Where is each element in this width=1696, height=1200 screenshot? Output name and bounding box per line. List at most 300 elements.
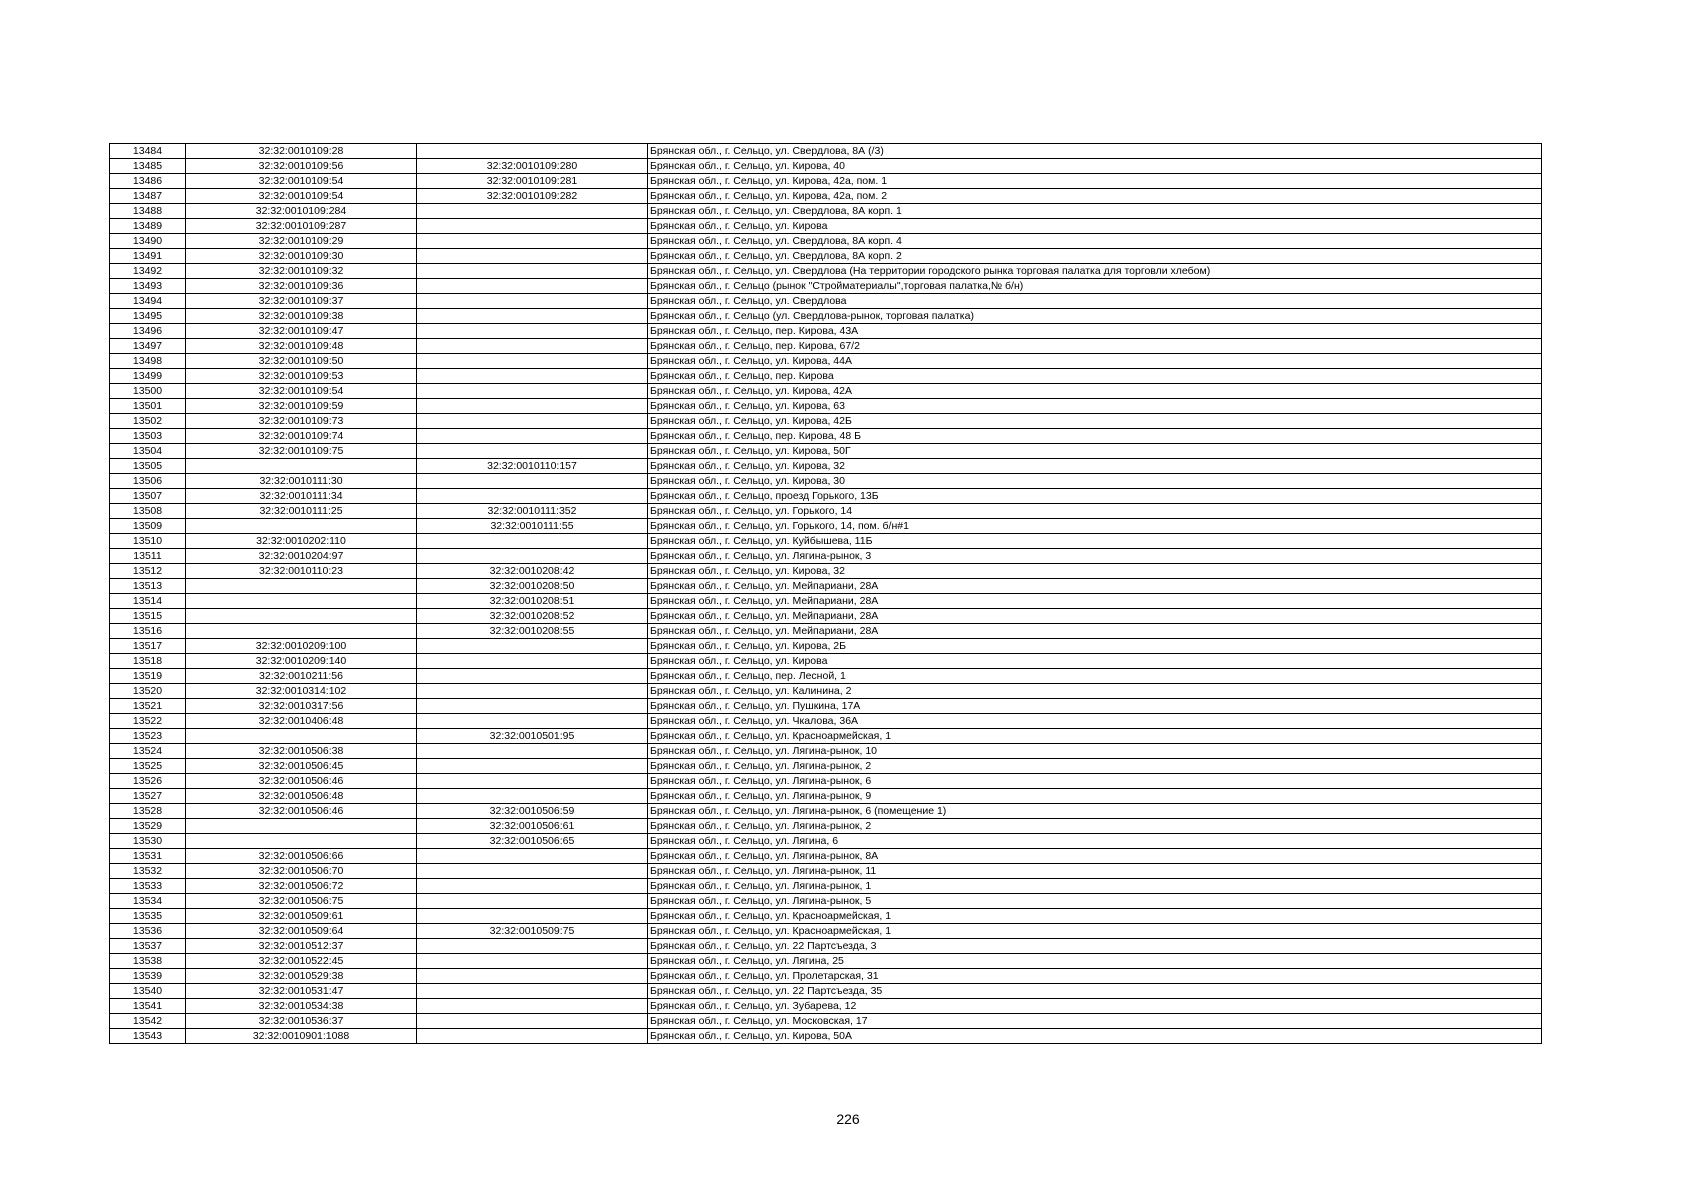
address-cell: Брянская обл., г. Сельцо, пер. Кирова, 43А: [648, 324, 1542, 339]
building-cadastral-number-cell: [417, 684, 648, 699]
address-cell: Брянская обл., г. Сельцо, ул. Лягина, 6: [648, 834, 1542, 849]
building-cadastral-number-cell: [417, 264, 648, 279]
row-number-cell: 13491: [110, 249, 186, 264]
table-row: [110, 894, 1542, 909]
address-cell: Брянская обл., г. Сельцо, ул. Лягина-рынок, 3: [648, 549, 1542, 564]
table-row: [110, 969, 1542, 984]
cadastral-number-cell: 32:32:0010506:46: [186, 804, 417, 819]
address-cell: Брянская обл., г. Сельцо, ул. Свердлова, 8А корп. 4: [648, 234, 1542, 249]
row-number-cell: 13533: [110, 879, 186, 894]
row-number-cell: 13511: [110, 549, 186, 564]
cadastral-number-cell: 32:32:0010109:48: [186, 339, 417, 354]
cadastral-number-cell: [186, 519, 417, 534]
address-cell: Брянская обл., г. Сельцо, ул. Кирова, 42Б: [648, 414, 1542, 429]
address-cell: Брянская обл., г. Сельцо, ул. Лягина-рынок, 6 (помещение 1): [648, 804, 1542, 819]
table-row: [110, 294, 1542, 309]
cadastral-number-cell: 32:32:0010109:53: [186, 369, 417, 384]
address-cell: Брянская обл., г. Сельцо, ул. Красноармейская, 1: [648, 909, 1542, 924]
cadastral-number-cell: [186, 594, 417, 609]
building-cadastral-number-cell: [417, 489, 648, 504]
cadastral-number-cell: 32:32:0010109:30: [186, 249, 417, 264]
row-number-cell: 13496: [110, 324, 186, 339]
page-number: 226: [836, 1111, 860, 1127]
address-cell: Брянская обл., г. Сельцо, ул. Пушкина, 17А: [648, 699, 1542, 714]
cadastral-number-cell: 32:32:0010506:45: [186, 759, 417, 774]
row-number-cell: 13538: [110, 954, 186, 969]
cadastral-number-cell: 32:32:0010506:46: [186, 774, 417, 789]
cadastral-number-cell: [186, 579, 417, 594]
table-row: [110, 669, 1542, 684]
row-number-cell: 13499: [110, 369, 186, 384]
cadastral-number-cell: 32:32:0010209:100: [186, 639, 417, 654]
cadastral-number-cell: 32:32:0010534:38: [186, 999, 417, 1014]
cadastral-number-cell: 32:32:0010109:38: [186, 309, 417, 324]
table-row: [110, 699, 1542, 714]
building-cadastral-number-cell: [417, 969, 648, 984]
address-cell: Брянская обл., г. Сельцо, ул. Лягина-рынок, 2: [648, 819, 1542, 834]
row-number-cell: 13502: [110, 414, 186, 429]
address-cell: Брянская обл., г. Сельцо, ул. Красноармейская, 1: [648, 729, 1542, 744]
cadastral-number-cell: 32:32:0010506:66: [186, 849, 417, 864]
row-number-cell: 13519: [110, 669, 186, 684]
cadastral-number-cell: 32:32:0010109:59: [186, 399, 417, 414]
table-row: [110, 774, 1542, 789]
table-row: [110, 624, 1542, 639]
cadastral-number-cell: 32:32:0010109:28: [186, 144, 417, 159]
building-cadastral-number-cell: [417, 654, 648, 669]
address-cell: Брянская обл., г. Сельцо, ул. Мейпариани, 28А: [648, 609, 1542, 624]
cadastral-number-cell: 32:32:0010509:64: [186, 924, 417, 939]
row-number-cell: 13494: [110, 294, 186, 309]
cadastral-number-cell: 32:32:0010109:74: [186, 429, 417, 444]
table-row: [110, 234, 1542, 249]
building-cadastral-number-cell: [417, 144, 648, 159]
table-row: [110, 384, 1542, 399]
building-cadastral-number-cell: [417, 864, 648, 879]
address-cell: Брянская обл., г. Сельцо, ул. Свердлова, 8А корп. 1: [648, 204, 1542, 219]
table-row: [110, 399, 1542, 414]
cadastral-number-cell: 32:32:0010506:70: [186, 864, 417, 879]
row-number-cell: 13486: [110, 174, 186, 189]
address-cell: Брянская обл., г. Сельцо, ул. Лягина-рынок, 10: [648, 744, 1542, 759]
cadastral-number-cell: 32:32:0010111:30: [186, 474, 417, 489]
table-row: [110, 339, 1542, 354]
table-row: [110, 729, 1542, 744]
address-cell: Брянская обл., г. Сельцо, ул. Лягина-рынок, 6: [648, 774, 1542, 789]
building-cadastral-number-cell: 32:32:0010208:51: [417, 594, 648, 609]
address-cell: Брянская обл., г. Сельцо, ул. Кирова, 32: [648, 564, 1542, 579]
table-row: [110, 279, 1542, 294]
table-row: [110, 864, 1542, 879]
address-cell: Брянская обл., г. Сельцо, ул. Зубарева, 12: [648, 999, 1542, 1014]
address-cell: Брянская обл., г. Сельцо, ул. Куйбышева, 11Б: [648, 534, 1542, 549]
building-cadastral-number-cell: 32:32:0010506:59: [417, 804, 648, 819]
address-cell: Брянская обл., г. Сельцо, ул. Лягина-рынок, 5: [648, 894, 1542, 909]
row-number-cell: 13516: [110, 624, 186, 639]
table-row: [110, 489, 1542, 504]
cadastral-number-cell: [186, 834, 417, 849]
table-row: [110, 639, 1542, 654]
table-row: [110, 594, 1542, 609]
table-row: [110, 804, 1542, 819]
table-row: [110, 834, 1542, 849]
address-cell: Брянская обл., г. Сельцо, пер. Лесной, 1: [648, 669, 1542, 684]
row-number-cell: 13517: [110, 639, 186, 654]
row-number-cell: 13495: [110, 309, 186, 324]
row-number-cell: 13528: [110, 804, 186, 819]
row-number-cell: 13521: [110, 699, 186, 714]
address-cell: Брянская обл., г. Сельцо, ул. Свердлова, 8А корп. 2: [648, 249, 1542, 264]
table-row: [110, 219, 1542, 234]
row-number-cell: 13526: [110, 774, 186, 789]
row-number-cell: 13531: [110, 849, 186, 864]
cadastral-number-cell: 32:32:0010209:140: [186, 654, 417, 669]
address-cell: Брянская обл., г. Сельцо, ул. Кирова, 50Г: [648, 444, 1542, 459]
cadastral-number-cell: 32:32:0010506:38: [186, 744, 417, 759]
table-row: [110, 564, 1542, 579]
table-row: [110, 984, 1542, 999]
address-cell: Брянская обл., г. Сельцо, ул. 22 Партсъезда, 35: [648, 984, 1542, 999]
cadastral-number-cell: 32:32:0010109:50: [186, 354, 417, 369]
row-number-cell: 13501: [110, 399, 186, 414]
building-cadastral-number-cell: [417, 324, 648, 339]
table-row: [110, 474, 1542, 489]
address-cell: Брянская обл., г. Сельцо, ул. Свердлова, 8А (/3): [648, 144, 1542, 159]
building-cadastral-number-cell: 32:32:0010506:65: [417, 834, 648, 849]
address-cell: Брянская обл., г. Сельцо, ул. Московская, 17: [648, 1014, 1542, 1029]
cadastral-number-cell: 32:32:0010204:97: [186, 549, 417, 564]
table-row: [110, 444, 1542, 459]
table-row: [110, 714, 1542, 729]
address-cell: Брянская обл., г. Сельцо, ул. Кирова, 42а, пом. 2: [648, 189, 1542, 204]
address-cell: Брянская обл., г. Сельцо, проезд Горького, 13Б: [648, 489, 1542, 504]
table-row: [110, 264, 1542, 279]
cadastral-number-cell: 32:32:0010314:102: [186, 684, 417, 699]
building-cadastral-number-cell: [417, 774, 648, 789]
building-cadastral-number-cell: [417, 219, 648, 234]
row-number-cell: 13508: [110, 504, 186, 519]
row-number-cell: 13507: [110, 489, 186, 504]
cadastral-number-cell: [186, 624, 417, 639]
cadastral-number-cell: 32:32:0010111:25: [186, 504, 417, 519]
building-cadastral-number-cell: [417, 444, 648, 459]
table-row: [110, 309, 1542, 324]
row-number-cell: 13543: [110, 1029, 186, 1044]
cadastral-number-cell: 32:32:0010901:1088: [186, 1029, 417, 1044]
building-cadastral-number-cell: [417, 954, 648, 969]
row-number-cell: 13485: [110, 159, 186, 174]
cadastral-number-cell: 32:32:0010109:54: [186, 189, 417, 204]
address-cell: Брянская обл., г. Сельцо, ул. Лягина-рынок, 2: [648, 759, 1542, 774]
building-cadastral-number-cell: [417, 249, 648, 264]
table-row: [110, 519, 1542, 534]
building-cadastral-number-cell: [417, 699, 648, 714]
row-number-cell: 13497: [110, 339, 186, 354]
address-cell: Брянская обл., г. Сельцо, ул. Кирова, 42А: [648, 384, 1542, 399]
table-row: [110, 924, 1542, 939]
cadastral-number-cell: 32:32:0010109:37: [186, 294, 417, 309]
cadastral-number-cell: 32:32:0010109:75: [186, 444, 417, 459]
table-row: [110, 429, 1542, 444]
building-cadastral-number-cell: [417, 639, 648, 654]
row-number-cell: 13535: [110, 909, 186, 924]
building-cadastral-number-cell: [417, 534, 648, 549]
row-number-cell: 13492: [110, 264, 186, 279]
address-cell: Брянская обл., г. Сельцо, ул. Кирова, 63: [648, 399, 1542, 414]
cadastral-number-cell: 32:32:0010317:56: [186, 699, 417, 714]
row-number-cell: 13525: [110, 759, 186, 774]
address-cell: Брянская обл., г. Сельцо, ул. Свердлова: [648, 294, 1542, 309]
table-row: [110, 1014, 1542, 1029]
building-cadastral-number-cell: [417, 369, 648, 384]
cadastral-number-cell: 32:32:0010109:32: [186, 264, 417, 279]
building-cadastral-number-cell: 32:32:0010501:95: [417, 729, 648, 744]
table-row: [110, 504, 1542, 519]
row-number-cell: 13487: [110, 189, 186, 204]
row-number-cell: 13514: [110, 594, 186, 609]
table-row: [110, 999, 1542, 1014]
building-cadastral-number-cell: [417, 744, 648, 759]
cadastral-number-cell: 32:32:0010109:29: [186, 234, 417, 249]
table-row: [110, 354, 1542, 369]
cadastral-number-cell: 32:32:0010406:48: [186, 714, 417, 729]
building-cadastral-number-cell: [417, 429, 648, 444]
table-row: [110, 849, 1542, 864]
building-cadastral-number-cell: 32:32:0010208:50: [417, 579, 648, 594]
table-body: [110, 144, 1542, 1044]
row-number-cell: 13505: [110, 459, 186, 474]
cadastral-number-cell: [186, 459, 417, 474]
row-number-cell: 13520: [110, 684, 186, 699]
table-row: [110, 189, 1542, 204]
cadastral-number-cell: 32:32:0010109:36: [186, 279, 417, 294]
table-row: [110, 879, 1542, 894]
address-cell: Брянская обл., г. Сельцо, ул. Кирова, 50А: [648, 1029, 1542, 1044]
cadastral-number-cell: [186, 819, 417, 834]
row-number-cell: 13522: [110, 714, 186, 729]
building-cadastral-number-cell: 32:32:0010208:42: [417, 564, 648, 579]
row-number-cell: 13537: [110, 939, 186, 954]
building-cadastral-number-cell: [417, 879, 648, 894]
address-cell: Брянская обл., г. Сельцо, ул. Кирова, 44А: [648, 354, 1542, 369]
table-row: [110, 324, 1542, 339]
cadastral-number-cell: 32:32:0010211:56: [186, 669, 417, 684]
cadastral-number-cell: 32:32:0010111:34: [186, 489, 417, 504]
row-number-cell: 13484: [110, 144, 186, 159]
row-number-cell: 13523: [110, 729, 186, 744]
building-cadastral-number-cell: [417, 849, 648, 864]
building-cadastral-number-cell: 32:32:0010111:55: [417, 519, 648, 534]
table-row: [110, 789, 1542, 804]
address-cell: Брянская обл., г. Сельцо, ул. Горького, 14: [648, 504, 1542, 519]
cadastral-number-cell: 32:32:0010512:37: [186, 939, 417, 954]
building-cadastral-number-cell: 32:32:0010208:55: [417, 624, 648, 639]
row-number-cell: 13512: [110, 564, 186, 579]
building-cadastral-number-cell: [417, 414, 648, 429]
building-cadastral-number-cell: 32:32:0010509:75: [417, 924, 648, 939]
table-row: [110, 579, 1542, 594]
row-number-cell: 13524: [110, 744, 186, 759]
row-number-cell: 13504: [110, 444, 186, 459]
address-cell: Брянская обл., г. Сельцо, ул. Кирова: [648, 654, 1542, 669]
cadastral-number-cell: 32:32:0010506:72: [186, 879, 417, 894]
cadastral-number-cell: 32:32:0010536:37: [186, 1014, 417, 1029]
row-number-cell: 13510: [110, 534, 186, 549]
address-cell: Брянская обл., г. Сельцо, ул. Мейпариани, 28А: [648, 624, 1542, 639]
building-cadastral-number-cell: [417, 549, 648, 564]
building-cadastral-number-cell: [417, 789, 648, 804]
table-row: [110, 534, 1542, 549]
building-cadastral-number-cell: [417, 234, 648, 249]
row-number-cell: 13513: [110, 579, 186, 594]
building-cadastral-number-cell: [417, 894, 648, 909]
building-cadastral-number-cell: [417, 204, 648, 219]
table-row: [110, 684, 1542, 699]
cadastral-number-cell: 32:32:0010509:61: [186, 909, 417, 924]
address-cell: Брянская обл., г. Сельцо, ул. Кирова, 32: [648, 459, 1542, 474]
address-cell: Брянская обл., г. Сельцо, ул. Горького, 14, пом. б/н#1: [648, 519, 1542, 534]
cadastral-number-cell: 32:32:0010109:73: [186, 414, 417, 429]
row-number-cell: 13500: [110, 384, 186, 399]
address-cell: Брянская обл., г. Сельцо, ул. Лягина, 25: [648, 954, 1542, 969]
building-cadastral-number-cell: [417, 1014, 648, 1029]
row-number-cell: 13542: [110, 1014, 186, 1029]
row-number-cell: 13493: [110, 279, 186, 294]
cadastral-number-cell: 32:32:0010506:75: [186, 894, 417, 909]
address-cell: Брянская обл., г. Сельцо, ул. Лягина-рынок, 9: [648, 789, 1542, 804]
table-row: [110, 939, 1542, 954]
cadastral-number-cell: 32:32:0010109:54: [186, 384, 417, 399]
address-cell: Брянская обл., г. Сельцо, ул. Кирова, 42а, пом. 1: [648, 174, 1542, 189]
address-cell: Брянская обл., г. Сельцо, ул. Кирова: [648, 219, 1542, 234]
cadastral-number-cell: 32:32:0010531:47: [186, 984, 417, 999]
building-cadastral-number-cell: [417, 669, 648, 684]
table-row: [110, 819, 1542, 834]
row-number-cell: 13509: [110, 519, 186, 534]
building-cadastral-number-cell: [417, 999, 648, 1014]
cadastral-number-cell: 32:32:0010202:110: [186, 534, 417, 549]
row-number-cell: 13539: [110, 969, 186, 984]
table-row: [110, 609, 1542, 624]
building-cadastral-number-cell: 32:32:0010109:282: [417, 189, 648, 204]
building-cadastral-number-cell: [417, 339, 648, 354]
table-row: [110, 414, 1542, 429]
building-cadastral-number-cell: 32:32:0010506:61: [417, 819, 648, 834]
building-cadastral-number-cell: [417, 984, 648, 999]
address-cell: Брянская обл., г. Сельцо, ул. Калинина, 2: [648, 684, 1542, 699]
row-number-cell: 13503: [110, 429, 186, 444]
cadastral-number-cell: 32:32:0010109:47: [186, 324, 417, 339]
cadastral-number-cell: 32:32:0010109:56: [186, 159, 417, 174]
address-cell: Брянская обл., г. Сельцо, ул. Пролетарская, 31: [648, 969, 1542, 984]
cadastral-number-cell: 32:32:0010110:23: [186, 564, 417, 579]
building-cadastral-number-cell: [417, 939, 648, 954]
address-cell: Брянская обл., г. Сельцо, ул. Мейпариани, 28А: [648, 579, 1542, 594]
cadastral-number-cell: [186, 729, 417, 744]
cadastral-number-cell: 32:32:0010529:38: [186, 969, 417, 984]
row-number-cell: 13489: [110, 219, 186, 234]
address-cell: Брянская обл., г. Сельцо, ул. Мейпариани, 28А: [648, 594, 1542, 609]
property-register-table: [109, 143, 1542, 1044]
table-row: [110, 174, 1542, 189]
table-row: [110, 744, 1542, 759]
table-row: [110, 369, 1542, 384]
building-cadastral-number-cell: 32:32:0010109:281: [417, 174, 648, 189]
address-cell: Брянская обл., г. Сельцо, ул. Лягина-рынок, 8А: [648, 849, 1542, 864]
table-row: [110, 204, 1542, 219]
address-cell: Брянская обл., г. Сельцо, ул. Красноармейская, 1: [648, 924, 1542, 939]
table-row: [110, 549, 1542, 564]
address-cell: Брянская обл., г. Сельцо, ул. Лягина-рынок, 11: [648, 864, 1542, 879]
address-cell: Брянская обл., г. Сельцо, ул. Кирова, 40: [648, 159, 1542, 174]
row-number-cell: 13541: [110, 999, 186, 1014]
row-number-cell: 13506: [110, 474, 186, 489]
row-number-cell: 13527: [110, 789, 186, 804]
building-cadastral-number-cell: [417, 384, 648, 399]
row-number-cell: 13490: [110, 234, 186, 249]
building-cadastral-number-cell: 32:32:0010109:280: [417, 159, 648, 174]
building-cadastral-number-cell: [417, 294, 648, 309]
building-cadastral-number-cell: [417, 1029, 648, 1044]
table-row: [110, 144, 1542, 159]
table-row: [110, 159, 1542, 174]
cadastral-number-cell: 32:32:0010109:284: [186, 204, 417, 219]
row-number-cell: 13529: [110, 819, 186, 834]
building-cadastral-number-cell: 32:32:0010111:352: [417, 504, 648, 519]
building-cadastral-number-cell: 32:32:0010110:157: [417, 459, 648, 474]
table-row: [110, 954, 1542, 969]
building-cadastral-number-cell: 32:32:0010208:52: [417, 609, 648, 624]
building-cadastral-number-cell: [417, 474, 648, 489]
row-number-cell: 13518: [110, 654, 186, 669]
building-cadastral-number-cell: [417, 309, 648, 324]
cadastral-number-cell: 32:32:0010522:45: [186, 954, 417, 969]
building-cadastral-number-cell: [417, 909, 648, 924]
address-cell: Брянская обл., г. Сельцо, пер. Кирова, 67/2: [648, 339, 1542, 354]
row-number-cell: 13536: [110, 924, 186, 939]
address-cell: Брянская обл., г. Сельцо (ул. Свердлова-рынок, торговая палатка): [648, 309, 1542, 324]
cadastral-number-cell: 32:32:0010109:54: [186, 174, 417, 189]
building-cadastral-number-cell: [417, 279, 648, 294]
address-cell: Брянская обл., г. Сельцо, ул. Кирова, 2Б: [648, 639, 1542, 654]
address-cell: Брянская обл., г. Сельцо, ул. Лягина-рынок, 1: [648, 879, 1542, 894]
address-cell: Брянская обл., г. Сельцо, пер. Кирова: [648, 369, 1542, 384]
building-cadastral-number-cell: [417, 714, 648, 729]
building-cadastral-number-cell: [417, 354, 648, 369]
row-number-cell: 13534: [110, 894, 186, 909]
table-row: [110, 1029, 1542, 1044]
row-number-cell: 13530: [110, 834, 186, 849]
building-cadastral-number-cell: [417, 399, 648, 414]
table-row: [110, 909, 1542, 924]
table-row: [110, 654, 1542, 669]
address-cell: Брянская обл., г. Сельцо, ул. 22 Партсъезда, 3: [648, 939, 1542, 954]
cadastral-number-cell: 32:32:0010109:287: [186, 219, 417, 234]
cadastral-number-cell: 32:32:0010506:48: [186, 789, 417, 804]
row-number-cell: 13532: [110, 864, 186, 879]
row-number-cell: 13488: [110, 204, 186, 219]
address-cell: Брянская обл., г. Сельцо, пер. Кирова, 48 Б: [648, 429, 1542, 444]
row-number-cell: 13498: [110, 354, 186, 369]
row-number-cell: 13540: [110, 984, 186, 999]
cadastral-number-cell: [186, 609, 417, 624]
address-cell: Брянская обл., г. Сельцо, ул. Кирова, 30: [648, 474, 1542, 489]
address-cell: Брянская обл., г. Сельцо, ул. Чкалова, 36А: [648, 714, 1542, 729]
table-row: [110, 249, 1542, 264]
table-row: [110, 759, 1542, 774]
building-cadastral-number-cell: [417, 759, 648, 774]
address-cell: Брянская обл., г. Сельцо, ул. Свердлова (На территории городского рынка торговая палатка для торговли хлебом): [648, 264, 1542, 279]
